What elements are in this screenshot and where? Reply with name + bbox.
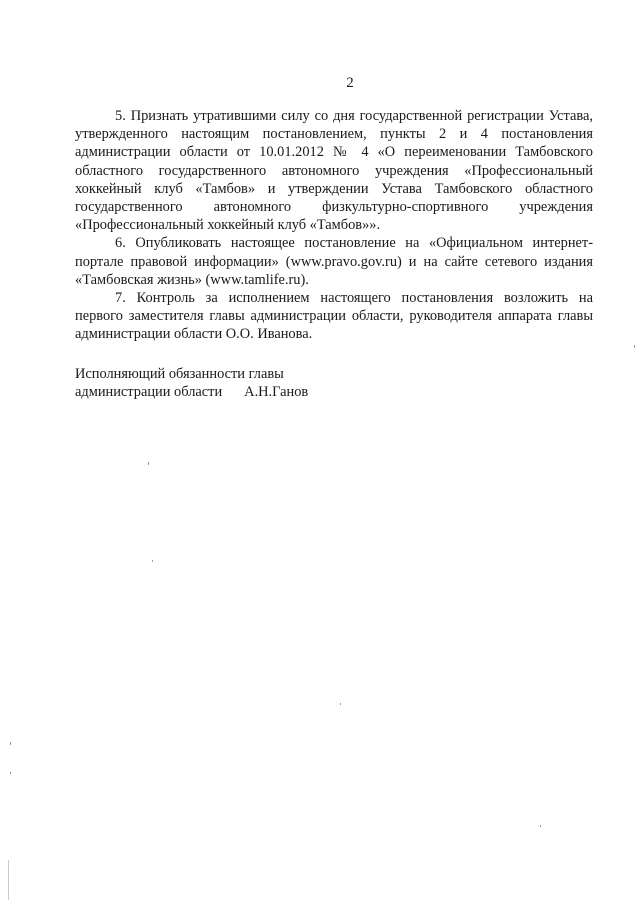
scan-speck <box>10 742 11 745</box>
signature-title-line2 <box>75 383 308 401</box>
scan-speck <box>540 825 541 827</box>
signature-title-line1: Исполняющий обязанности главы <box>75 366 284 382</box>
scan-speck <box>340 703 341 705</box>
signatory-name: А.Н.Ганов <box>244 384 309 400</box>
paragraph-item-6: 6. Опубликовать настоящее постановление на «Официальном интернет-портале правовой информации» (www.pravo.gov.ru) и на сайте сетевого издания «Тамбовская жизнь» (www.tamlife.ru). <box>75 235 593 288</box>
signature-block <box>75 365 308 401</box>
signature-title-line2-text: администрации области <box>75 384 223 400</box>
scan-speck <box>8 860 9 900</box>
scan-speck <box>634 345 635 348</box>
scan-speck <box>148 462 149 465</box>
document-body <box>75 107 593 344</box>
page-number: 2 <box>346 75 354 91</box>
paragraph-item-5: 5. Признать утратившими силу со дня государственной регистрации Устава, утвержденного настоящим постановлением, пункты 2 и 4 постановления администрации области от 10.01.2012 № 4 «О переименовании Тамбовского областного государственного автономного учреждения «Профессиональный хоккейный клуб «Тамбов» и утверждении Устава Тамбовского областного государственного автономного физкультурно-спортивного учреждения «Профессиональный хоккейный клуб «Тамбов»». <box>75 108 593 234</box>
scan-speck <box>152 560 153 562</box>
paragraph-item-7: 7. Контроль за исполнением настоящего постановления возложить на первого заместителя главы администрации области, руководителя аппарата главы администрации области О.О. Иванова. <box>75 290 593 343</box>
scan-speck <box>10 772 11 774</box>
